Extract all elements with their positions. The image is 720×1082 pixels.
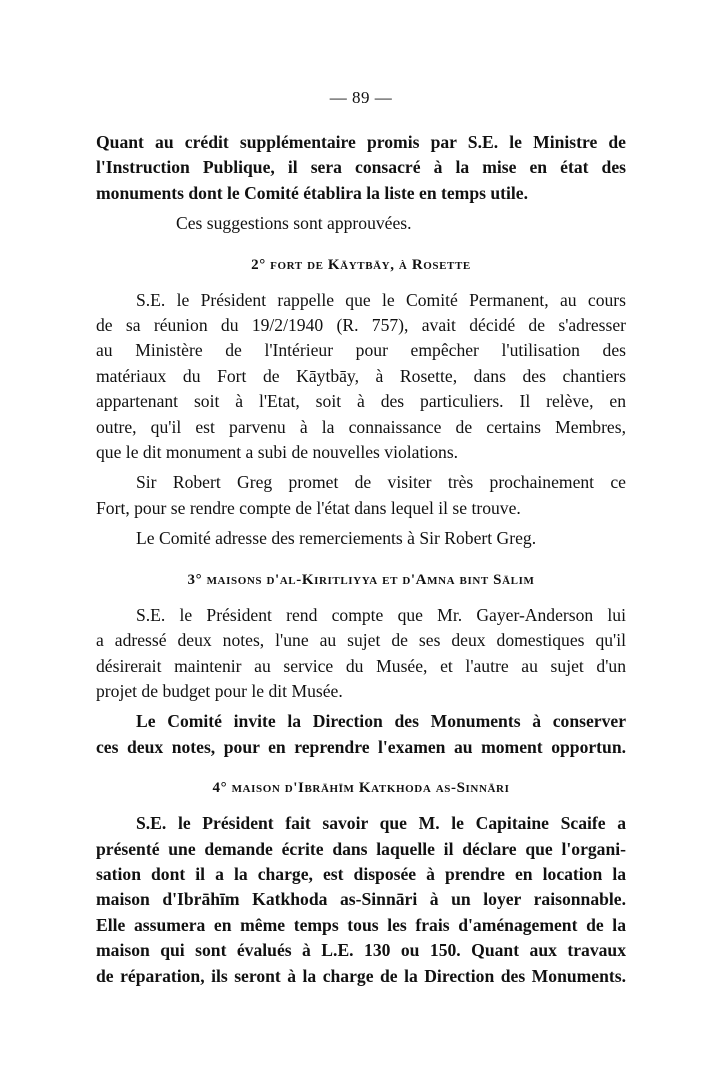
paragraph-maisons-committee	[96, 709, 626, 760]
text-line: présenté une demande écrite dans laquelle il déclare que l'organi-	[96, 838, 626, 859]
text-line: de réparation, ils seront à la charge de la Direction des Monuments.	[96, 965, 626, 986]
text-line: a adressé deux notes, l'une au sujet de ses deux domestiques qu'il	[96, 630, 626, 651]
text-line: que le dit monument a subi de nouvelles violations.	[96, 442, 459, 463]
text-line: S.E. le Président fait savoir que M. le Capitaine Scaife a	[136, 813, 626, 834]
paragraph-fort-president	[96, 288, 626, 466]
section-heading-ibrahim: 4° maison d'Ibrāhīm Katkhoda as-Sinnāri	[212, 780, 510, 797]
text-line: désirerait maintenir au service du Musée, et l'autre au sujet d'un	[96, 655, 626, 676]
text-line: l'Instruction Publique, il sera consacré à la mise en état des	[96, 157, 626, 178]
paragraph-approved	[96, 211, 626, 236]
text-line: Sir Robert Greg promet de visiter très prochainement ce	[136, 472, 626, 493]
text-line: sation dont il a la charge, est disposée à prendre en location la	[96, 863, 626, 884]
section-heading-fort: 2° fort de Kāytbāy, à Rosette	[251, 256, 471, 273]
paragraph-fort-thanks	[96, 526, 626, 551]
text-line: de sa réunion du 19/2/1940 (R. 757), avait décidé de s'adresser	[96, 315, 626, 336]
text-line: ces deux notes, pour en reprendre l'examen au moment opportun.	[96, 736, 626, 757]
paragraph-ibrahim	[96, 811, 626, 989]
paragraph-fort-greg	[96, 470, 626, 521]
paragraph-credit	[96, 130, 626, 206]
text-line: Elle assumera en même temps tous les frais d'aménagement de la	[96, 914, 626, 935]
text-line: Ces suggestions sont approuvées.	[176, 213, 412, 234]
text-line: Le Comité invite la Direction des Monuments à conserver	[136, 711, 626, 732]
section-heading-maisons: 3° maisons d'al-Kiritliyya et d'Amna bint Sālim	[187, 571, 535, 588]
text-line: S.E. le Président rappelle que le Comité Permanent, au cours	[136, 289, 626, 310]
text-line: Fort, pour se rendre compte de l'état dans lequel il se trouve.	[96, 497, 521, 518]
text-line: maison qui sont évalués à L.E. 130 ou 150. Quant aux travaux	[96, 940, 626, 961]
text-line: monuments dont le Comité établira la liste en temps utile.	[96, 182, 528, 203]
text-line: outre, qu'il est parvenu à la connaissance de certains Membres,	[96, 416, 626, 437]
text-line: appartenant soit à l'Etat, soit à des particuliers. Il relève, en	[96, 391, 626, 412]
text-line: Quant au crédit supplémentaire promis par S.E. le Ministre de	[96, 132, 626, 152]
text-line: S.E. le Président rend compte que Mr. Gayer-Anderson lui	[136, 604, 626, 625]
document-page	[96, 88, 626, 989]
paragraph-maisons-president	[96, 603, 626, 705]
text-line: au Ministère de l'Intérieur pour empêcher l'utilisation des	[96, 340, 626, 361]
text-line: maison d'Ibrāhīm Katkhoda as-Sinnāri à un loyer raisonnable.	[96, 889, 626, 910]
text-line: matériaux du Fort de Kāytbāy, à Rosette, dans des chantiers	[96, 365, 626, 386]
page-number: — 89 —	[329, 88, 393, 107]
text-line: projet de budget pour le dit Musée.	[96, 680, 343, 701]
text-line: Le Comité adresse des remerciements à Sir Robert Greg.	[136, 528, 537, 549]
